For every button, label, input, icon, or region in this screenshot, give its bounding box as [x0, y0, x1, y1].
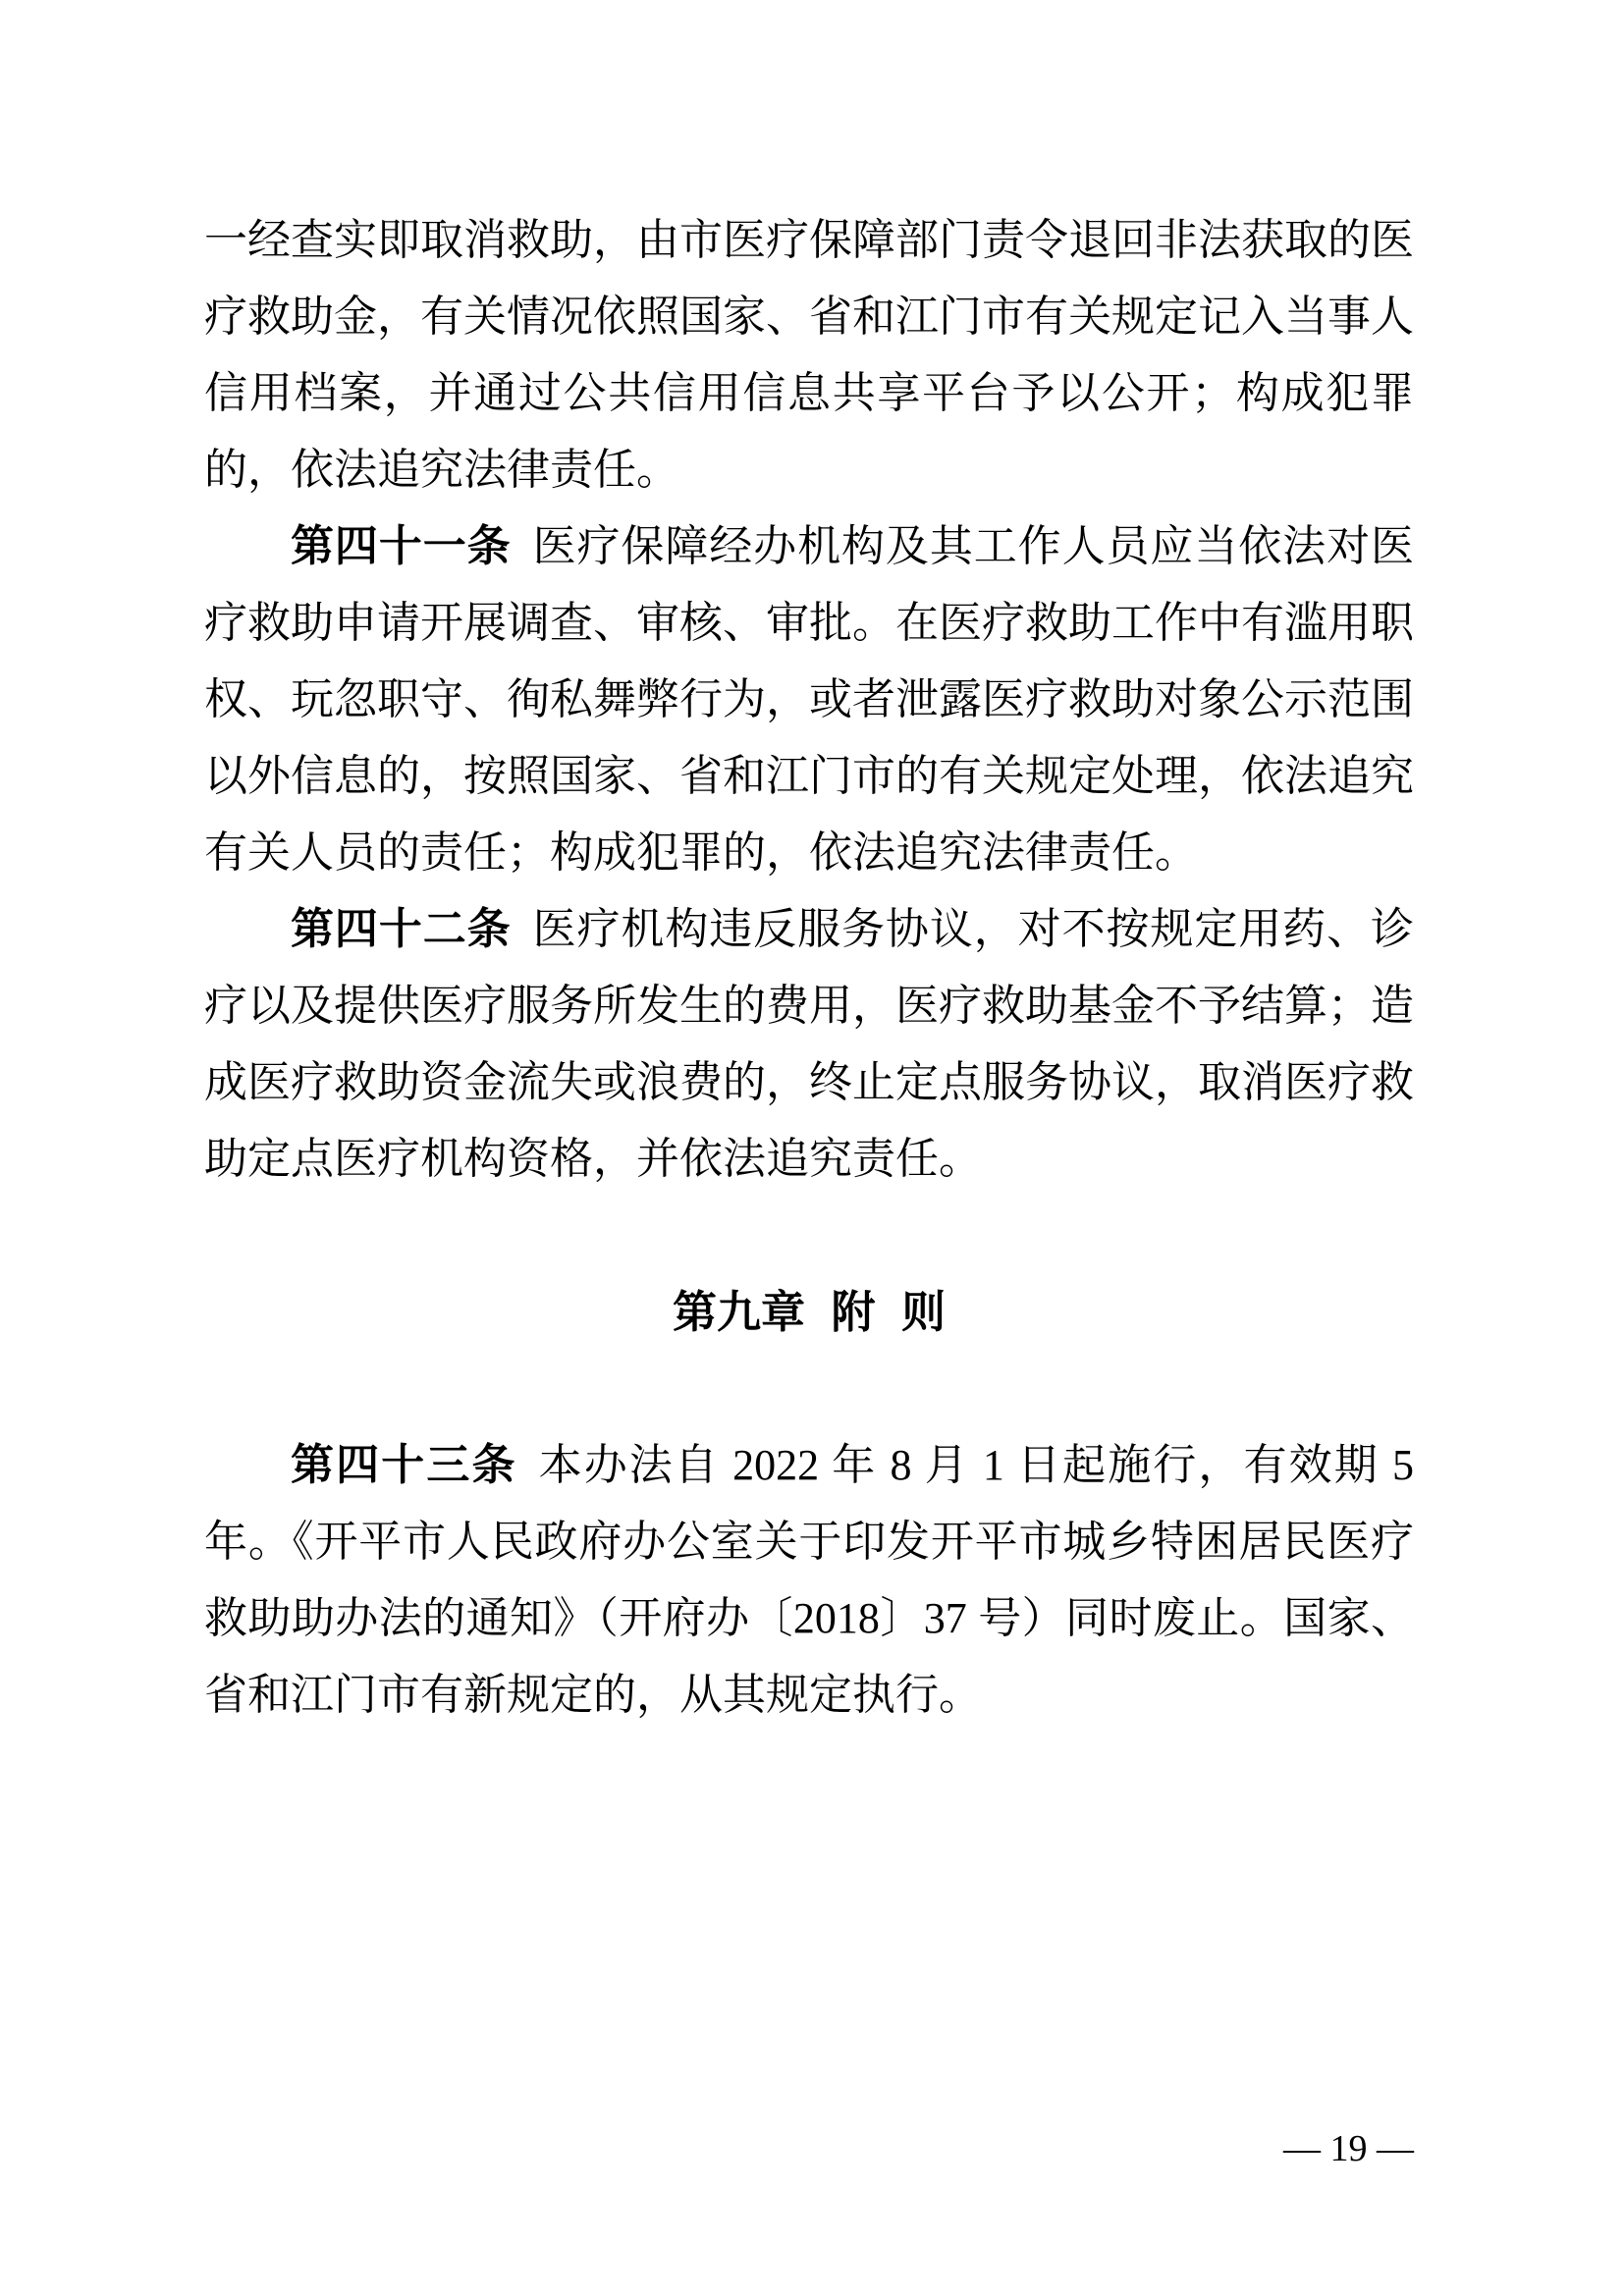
paragraph-article-43 — [204, 1427, 1414, 1734]
document-body — [204, 202, 1414, 1734]
article-43-term: 第四十三条 — [291, 1441, 517, 1489]
article-42-term: 第四十二条 — [291, 905, 512, 953]
chapter-heading: 第九章 附 则 — [672, 1287, 946, 1337]
paragraph-article-41 — [204, 508, 1414, 891]
paragraph-continuation — [204, 202, 1414, 508]
article-41-text: 医疗保障经办机构及其工作人员应当依法对医疗救助申请开展调查、审核、审批。在医疗救助工作中有滥用职权、玩忽职守、徇私舞弊行为，或者泄露医疗救助对象公示范围以外信息的，按照国家、省和江门市的有关规定处理，依法追究有关人员的责任；构成犯罪的，依法追究法律责任。 — [204, 522, 1415, 877]
page-number: — 19 — — [1283, 2128, 1414, 2169]
article-43-text: 本办法自 2022 年 8 月 1 日起施行，有效期 5 年。《开平市人民政府办公室关于印发开平市城乡特困居民医疗救助助办法的通知》（开府办〔2018〕37 号）同时废止。国家、省和江门市有新规定的，从其规定执行。 — [204, 1441, 1414, 1719]
paragraph-continuation-text: 一经查实即取消救助，由市医疗保障部门责令退回非法获取的医疗救助金，有关情况依照国家、省和江门市有关规定记入当事人信用档案，并通过公共信用信息共享平台予以公开；构成犯罪的，依法追究法律责任。 — [204, 216, 1414, 494]
article-42-text: 医疗机构违反服务协议，对不按规定用药、诊疗以及提供医疗服务所发生的费用，医疗救助基金不予结算；造成医疗救助资金流失或浪费的，终止定点服务协议，取消医疗救助定点医疗机构资格，并依法追究责任。 — [204, 905, 1415, 1183]
paragraph-article-42 — [204, 891, 1414, 1198]
article-41-term: 第四十一条 — [291, 522, 512, 570]
